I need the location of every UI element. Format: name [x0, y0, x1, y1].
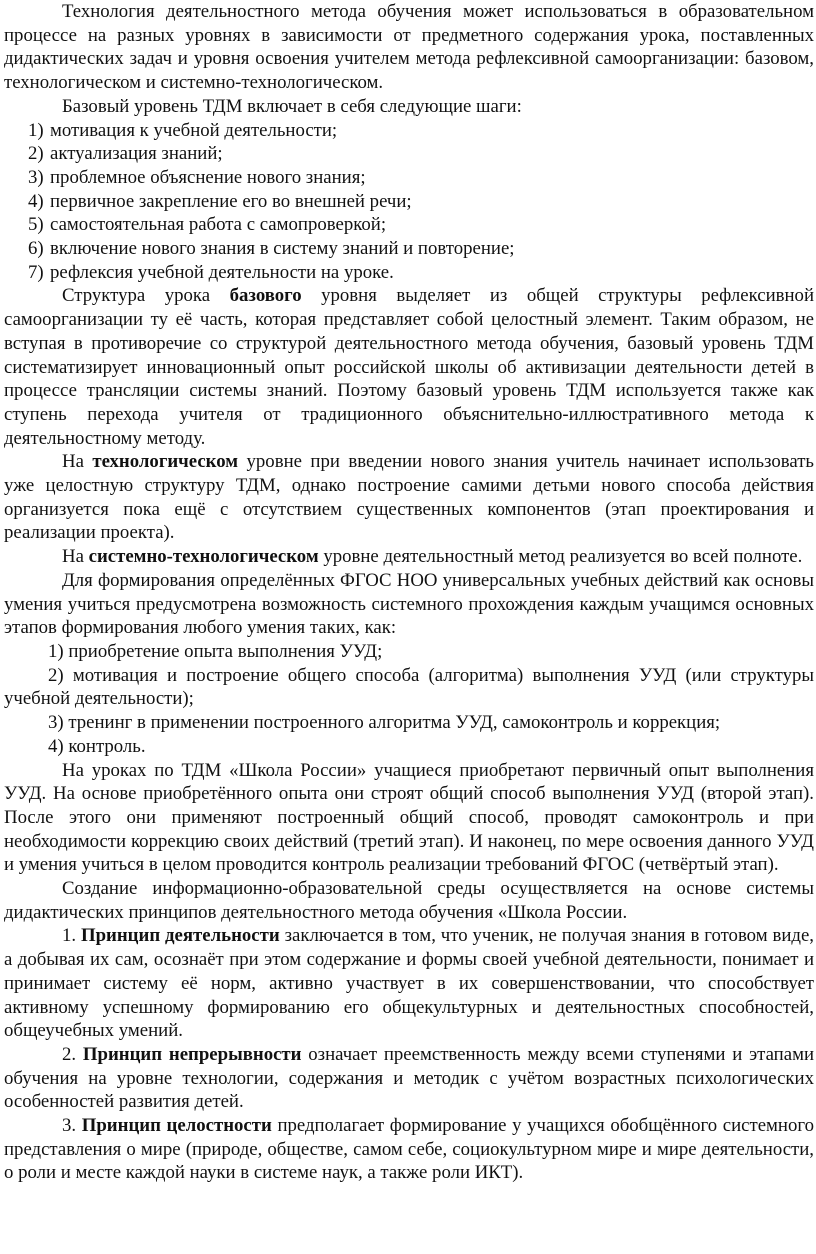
list-item: 4) контроль. [48, 735, 146, 757]
steps-list [4, 119, 814, 285]
list-item: 2) актуализация знаний; [28, 143, 223, 165]
list-item: 6) включение нового знания в систему знаний и повторение; [28, 238, 515, 260]
paragraph-technological-level: На технологическом уровне при введении нового знания учитель начинает использовать уже целостную структуру ТДМ, однако построение самими детьми нового способа действия организуется пока ещё с отсутствием существенных компонентов (этап проектирования и реализации проекта). [4, 451, 814, 544]
list-item: 3) проблемное объяснение нового знания; [28, 166, 366, 188]
paragraph-basic-level-steps-intro: Базовый уровень ТДМ включает в себя следующие шаги: [62, 95, 522, 117]
list-item: 3) тренинг в применении построенного алгоритма УУД, самоконтроль и коррекция; [48, 712, 721, 734]
list-item: 4) первичное закрепление его во внешней речи; [28, 190, 412, 212]
list-item: 2) мотивация и построение общего способа (алгоритма) выполнения УУД (или структуры учебной деятельности); [4, 664, 814, 710]
principle-activity: 1. Принцип деятельности заключается в том, что ученик, не получая знания в готовом виде, а добывая их сам, осознаёт при этом содержание и формы своей учебной деятельности, понимает и принимает систему её норм, активно участвует в их совершенствовании, что способствует активному успешному формированию его общекультурных и деятельностных способностей, общеучебных умений. [4, 925, 814, 1042]
principle-integrity: 3. Принцип целостности предполагает формирование у учащихся обобщённого системного представления о мире (природе, обществе, самом себе, социокультурном мире и мире деятельности, о роли и месте каждой науки в системе наук, а также роли ИКТ). [4, 1115, 815, 1184]
principle-continuity: 2. Принцип непрерывности означает преемственность между всеми ступенями и этапами обучения на уровне технологии, содержания и методик с учётом возрастных психологических особенностей развития детей. [4, 1043, 815, 1113]
paragraph-uud-formation: Для формирования определённых ФГОС НОО универсальных учебных действий как основы умения учиться предусмотрена возможность системного прохождения каждым учащимся основных этапов формирования любого умения таких, как: [4, 569, 814, 639]
paragraph-intro: Технология деятельностного метода обучения может использоваться в образовательном процессе на разных уровнях в зависимости от предметного содержания урока, поставленных дидактических задач и уровня освоения учителем метода рефлексивной самоорганизации: базовом, технологическом и системно-технологическом. [4, 1, 814, 94]
paragraph-basic-level: Структура урока базового уровня выделяет из общей структуры рефлексивной самоорганизации ту её часть, которая представляет собой целостный элемент. Таким образом, не вступая в противоречие со структурой деятельностного метода обучения, базовый уровень ТДМ систематизирует инновационный опыт российской школы об активизации деятельности детей в процессе трансляции системы знаний. Поэтому базовый уровень ТДМ используется также как ступень перехода учителя от традиционного объяснительно-иллюстративного метода к деятельностному методу. [4, 285, 814, 449]
uud-stages-list [4, 640, 814, 759]
list-item: 1) мотивация к учебной деятельности; [28, 119, 338, 141]
list-item: 1) приобретение опыта выполнения УУД; [48, 640, 383, 662]
paragraph-system-technological-level: На системно-технологическом уровне деятельностный метод реализуется во всей полноте. [62, 546, 803, 568]
paragraph-environment: Создание информационно-образовательной среды осуществляется на основе системы дидактических принципов деятельностного метода обучения «Школа России. [4, 878, 814, 923]
paragraph-school-of-russia: На уроках по ТДМ «Школа России» учащиеся приобретают первичный опыт выполнения УУД. На основе приобретённого опыта они строят общий способ выполнения УУД (второй этап). После этого они применяют построенный общий способ, проводят самоконтроль и при необходимости коррекцию своих действий (третий этап). И наконец, по мере освоения данного УУД и умения учиться в целом проводится контроль реализации требований ФГОС (четвёртый этап). [4, 759, 814, 876]
list-item: 5) самостоятельная работа с самопроверкой; [28, 214, 387, 236]
list-item: 7) рефлексия учебной деятельности на уроке. [28, 261, 394, 283]
